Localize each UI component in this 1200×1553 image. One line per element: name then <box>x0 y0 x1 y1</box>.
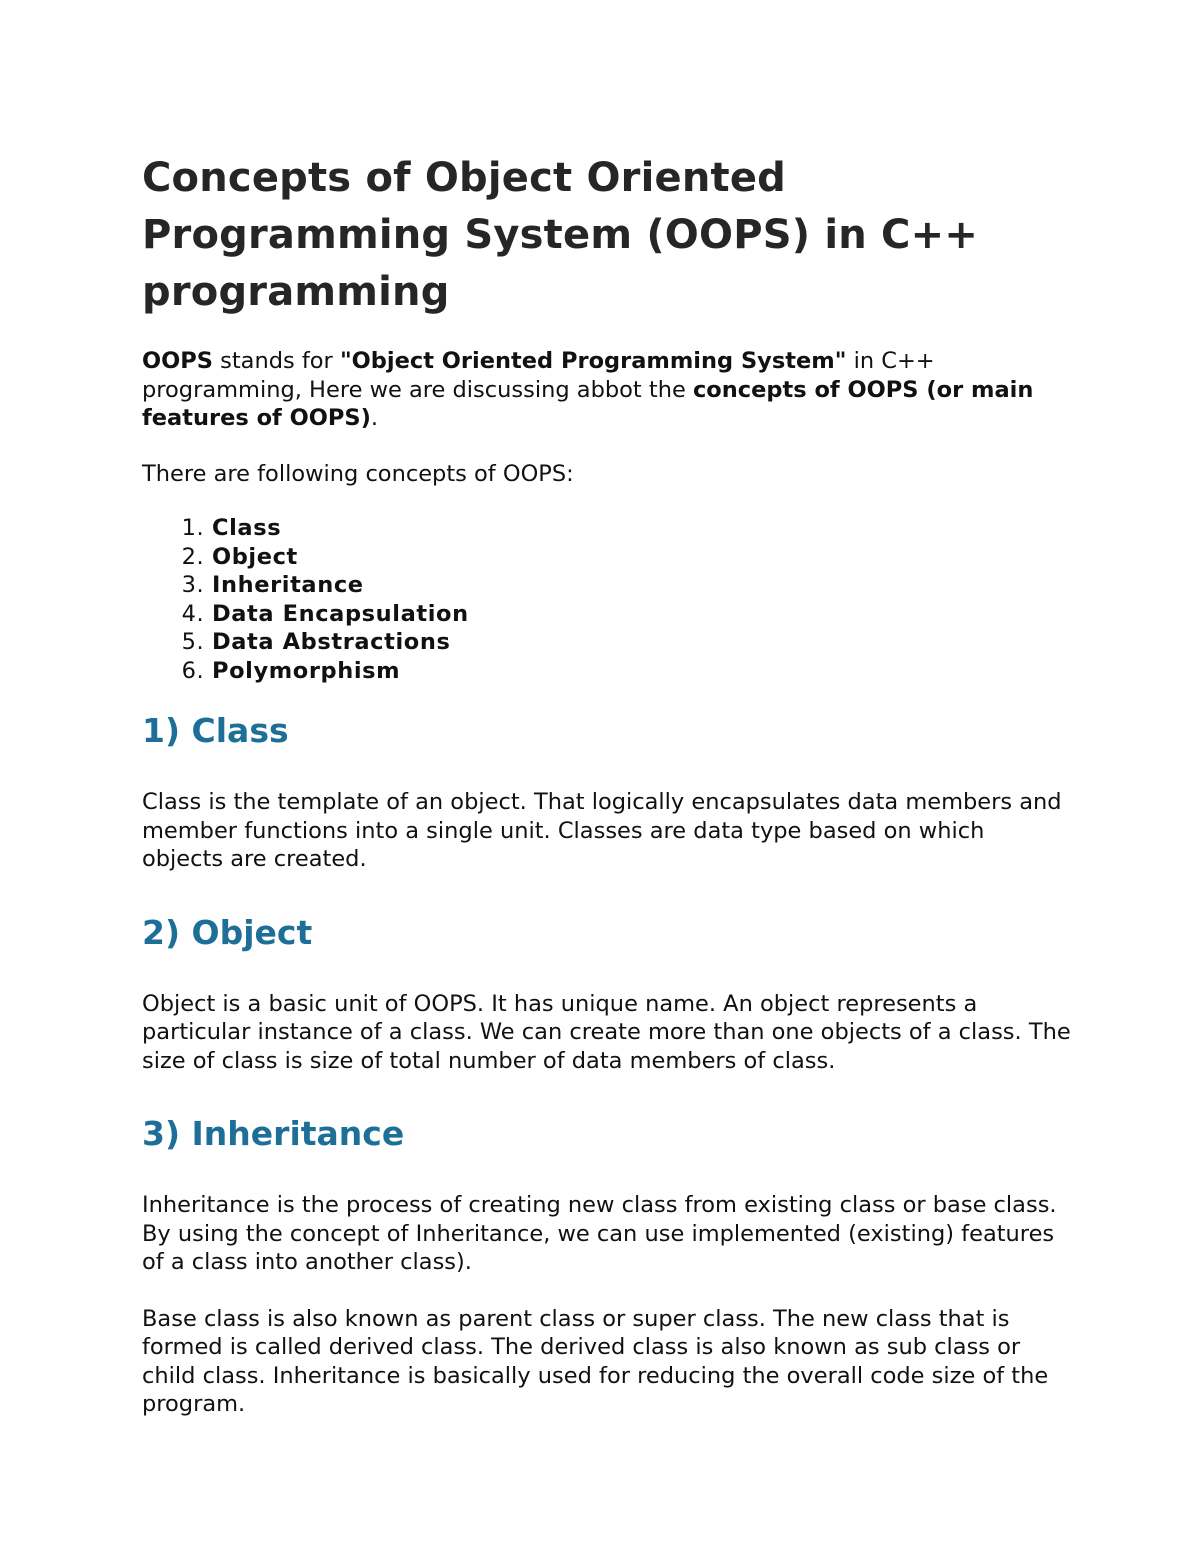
list-item: 5. Data Abstractions <box>212 628 1072 657</box>
concepts-list <box>142 514 1072 685</box>
list-intro: There are following concepts of OOPS: <box>142 460 574 487</box>
intro-paragraph <box>142 347 1072 433</box>
section-body-object: Object is a basic unit of OOPS. It has unique name. An object represents a particular instance of a class. We can create more than one objects of a class. The size of class is size of total number of data members of class. <box>142 990 1071 1074</box>
intro-term: OOPS <box>142 348 213 374</box>
document-page <box>142 150 1072 1419</box>
intro-expansion: "Object Oriented Programming System" <box>339 348 847 374</box>
section-heading-object: 2) Object <box>142 912 313 952</box>
list-item: 3. Inheritance <box>212 571 1072 600</box>
section-body-class: Class is the template of an object. That logically encapsulates data members and member functions into a single unit. Classes are data type based on which objects are created. <box>142 789 1062 872</box>
intro-rest: in C++ programming, Here we are discussing abbot the <box>142 348 935 403</box>
section-body-inheritance: Inheritance is the process of creating new class from existing class or base class. By using the concept of Inheritance, we can use implemented (existing) features of a class into another class). <box>142 1192 1057 1275</box>
intro-end: . <box>370 405 379 431</box>
list-item: 2. Object <box>212 543 1072 572</box>
intro-stands-for: stands for <box>212 348 340 374</box>
list-item: 6. Polymorphism <box>212 657 1072 686</box>
section-heading-class: 1) Class <box>142 711 289 750</box>
page-title: Concepts of Object Oriented Programming System (OOPS) in C++ programming <box>142 155 979 315</box>
list-item: 1. Class <box>212 514 1072 543</box>
intro-emphasis: concepts of OOPS (or main features of OOPS) <box>142 376 1034 431</box>
section-body-inheritance-2: Base class is also known as parent class or super class. The new class that is formed is called derived class. The derived class is also known as sub class or child class. Inheritance is basically used for reducing the overall code size of the program. <box>142 1305 1049 1417</box>
section-heading-inheritance: 3) Inheritance <box>142 1114 405 1153</box>
list-item: 4. Data Encapsulation <box>212 600 1072 629</box>
